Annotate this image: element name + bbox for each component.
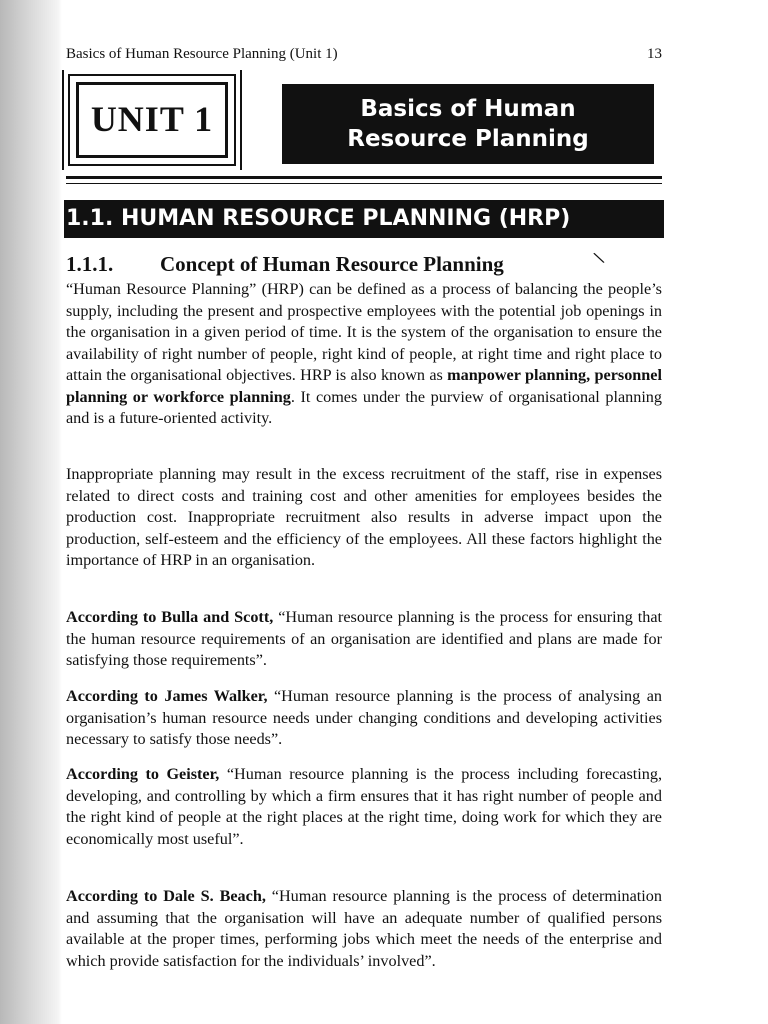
unit-title-line-2: Resource Planning	[347, 126, 589, 152]
paragraph-bulla-scott	[66, 607, 662, 672]
subsection-number: 1.1.1.	[66, 252, 114, 276]
subsection-heading	[66, 252, 626, 277]
quote-attribution: According to Geister,	[66, 765, 220, 783]
page-number: 13	[647, 46, 662, 62]
paragraph-definition	[66, 279, 662, 430]
unit-label: UNIT 1	[90, 99, 214, 139]
quote-text: “Human resource planning is the process of analysing an organisation’s human resource needs under changing conditions and developing activities necessary to satisfy those needs”.	[66, 687, 662, 748]
paragraph-james-walker	[66, 686, 662, 751]
paragraph-text: “Human Resource Planning” (HRP) can be defined as a process of balancing the people’s supply, including the present and prospective employees with the potential job openings in the organisation in a given period of time. It is the system of the organisation to ensure the availability of right number of people, right kind of people, at right time and right place to attain the organisational objectives. HRP is also known as	[66, 280, 662, 384]
pencil-tick-icon: \	[591, 247, 606, 268]
quote-attribution: According to Bulla and Scott,	[66, 608, 274, 626]
paragraph-inappropriate-planning: Inappropriate planning may result in the excess recruitment of the staff, rise in expenses related to direct costs and training cost and other amenities for employees besides the production cost. Inappropriate recruitment also results in adverse impact upon the production, self-esteem and the efficiency of the employees. All these factors highlight the importance of HRP in an organisation.	[66, 465, 662, 569]
unit-title-box	[282, 84, 654, 164]
quote-text: “Human resource planning is the process including forecasting, developing, and controlling by which a firm ensures that it has right number of people and the right kind of people at the right places at the right time, doing work for which they are economically most useful”.	[66, 765, 662, 848]
divider-rule-thick	[66, 176, 662, 179]
section-heading: 1.1. HUMAN RESOURCE PLANNING (HRP)	[64, 200, 664, 238]
scan-edge-shadow	[0, 0, 62, 1024]
quote-text: “Human resource planning is the process for ensuring that the human resource requirements of an organisation are identified and plans are made for satisfying those requirements”.	[66, 608, 662, 669]
unit-title-line-1: Basics of Human	[360, 96, 576, 122]
running-header-title: Basics of Human Resource Planning (Unit 1)	[66, 46, 338, 62]
quote-text: “Human resource planning is the process of determination and assuming that the organisation will have an adequate number of qualified persons available at the proper times, performing jobs which meet the needs of the enterprise and which provide satisfaction for the individuals’ involved”.	[66, 887, 662, 970]
divider-rule-thin	[66, 183, 662, 184]
paragraph-text: . It comes under the purview of organisational planning and is a future-oriented activity.	[66, 387, 662, 427]
running-header	[66, 46, 662, 63]
paragraph-emphasis: manpower planning, personnel planning or workforce planning	[66, 366, 662, 406]
paragraph-dale-beach	[66, 886, 662, 972]
unit-label-box	[68, 74, 236, 166]
unit-banner	[64, 72, 662, 176]
subsection-title: Concept of Human Resource Planning	[160, 252, 504, 276]
paragraph-geister	[66, 764, 662, 850]
quote-attribution: According to Dale S. Beach,	[66, 887, 266, 905]
quote-attribution: According to James Walker,	[66, 687, 268, 705]
